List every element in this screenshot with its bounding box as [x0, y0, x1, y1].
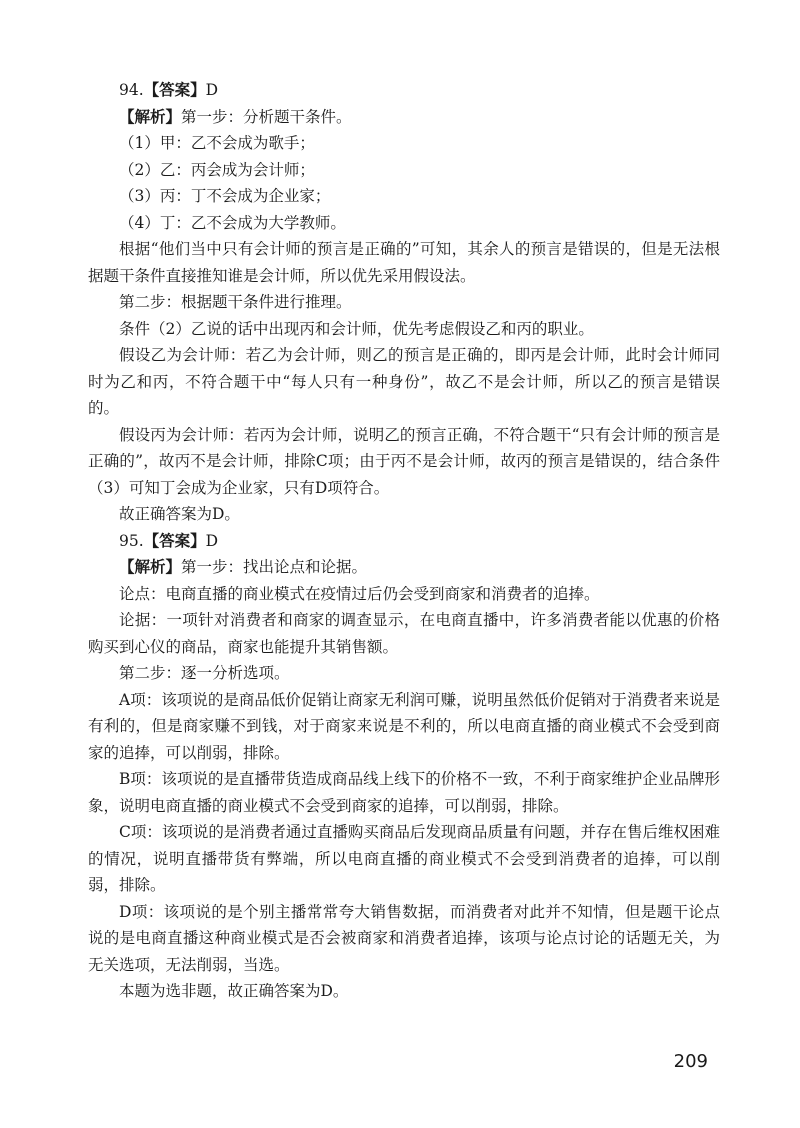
- q94-answer-line: [88, 77, 720, 104]
- q95-step1: 第一步：找出论点和论据。: [181, 558, 368, 576]
- q95-step2: 第二步：逐一分析选项。: [119, 664, 290, 682]
- q95-option-a: A项：该项说的是商品低价促销让商家无利润可赚，说明虽然低价促销对于消费者来说是有利的，但是商家赚不到钱，对于商家来说是不利的，所以电商直播的商业模式不会受到商家的追捧，可以削弱，排除。: [88, 690, 720, 762]
- page-number: 209: [673, 1051, 708, 1072]
- q94-analysis-tag: 【解析】: [119, 106, 182, 126]
- q95-option-b: B项：该项说的是直播带货造成商品线上线下的价格不一致，不利于商家维护企业品牌形象，说明电商直播的商业模式不会受到商家的追捧，可以削弱，排除。: [88, 770, 720, 815]
- q94-condition-1: （1）甲：乙不会成为歌手；: [119, 134, 315, 152]
- q94-basis-paragraph: 根据“他们当中只有会计师的预言是正确的”可知，其余人的预言是错误的，但是无法根据题干条件直接推知谁是会计师，所以优先采用假设法。: [88, 240, 720, 285]
- q95-option-c: C项：该项说的是消费者通过直播购买商品后发现商品质量有问题，并存在售后维权困难的情况，说明直播带货有弊端，所以电商直播的商业模式不会受到消费者的追捧，可以削弱，排除。: [88, 823, 720, 894]
- q95-analysis-tag: 【解析】: [119, 557, 182, 576]
- q94-condition2-paragraph: 条件（2）乙说的话中出现丙和会计师，优先考虑假设乙和丙的职业。: [119, 319, 594, 338]
- q94-step1: 第一步：分析题干条件。: [181, 107, 352, 126]
- q95-answer-value: D: [205, 531, 219, 550]
- q95-evidence: 论据：一项针对消费者和商家的调查显示，在电商直播中，许多消费者能以优惠的价格购买到心仪的商品，商家也能提升其销售额。: [88, 611, 720, 656]
- q95-analysis-line: [88, 554, 720, 581]
- q95-number: 95.: [119, 531, 144, 550]
- q94-answer-value: D: [205, 81, 219, 99]
- q95-answer-tag: 【答案】: [143, 530, 206, 550]
- text-column: [88, 77, 720, 1005]
- q95-answer-line: [88, 528, 720, 555]
- q95-option-d: D项：该项说的是个别主播常常夸大销售数据，而消费者对此并不知情，但是题干论点说的是电商直播这种商业模式是否会被商家和消费者追捧，该项与论点讨论的话题无关，为无关选项，无法削弱，当选。: [88, 902, 720, 974]
- q94-condition-2: （2）乙：丙会成为会计师；: [119, 160, 315, 179]
- q94-assume-yi-paragraph: 假设乙为会计师：若乙为会计师，则乙的预言是正确的，即丙是会计师，此时会计师同时为乙和丙，不符合题干中“每人只有一种身份”，故乙不是会计师，所以乙的预言是错误的。: [88, 346, 720, 417]
- q94-step2: 第二步：根据题干条件进行推理。: [119, 293, 352, 311]
- q94-answer-tag: 【答案】: [143, 80, 206, 99]
- q94-conclusion: 故正确答案为D。: [119, 505, 240, 523]
- q94-condition-4: （4）丁：乙不会成为大学教师。: [119, 213, 346, 232]
- q94-number: 94.: [119, 81, 144, 99]
- q95-conclusion: 本题为选非题，故正确答案为D。: [119, 982, 349, 1000]
- q94-condition-3: （3）丙：丁不会成为企业家；: [119, 187, 331, 205]
- q95-thesis: 论点：电商直播的商业模式在疫情过后仍会受到商家和消费者的追捧。: [119, 584, 600, 603]
- q94-analysis-line: [88, 104, 720, 131]
- q94-assume-bing-paragraph: 假设丙为会计师：若丙为会计师，说明乙的预言正确，不符合题干“只有会计师的预言是正确的”，故丙不是会计师，排除C项；由于丙不是会计师，故丙的预言是错误的，结合条件（3）可知丁会成为企业家，只有D项符合。: [88, 425, 720, 497]
